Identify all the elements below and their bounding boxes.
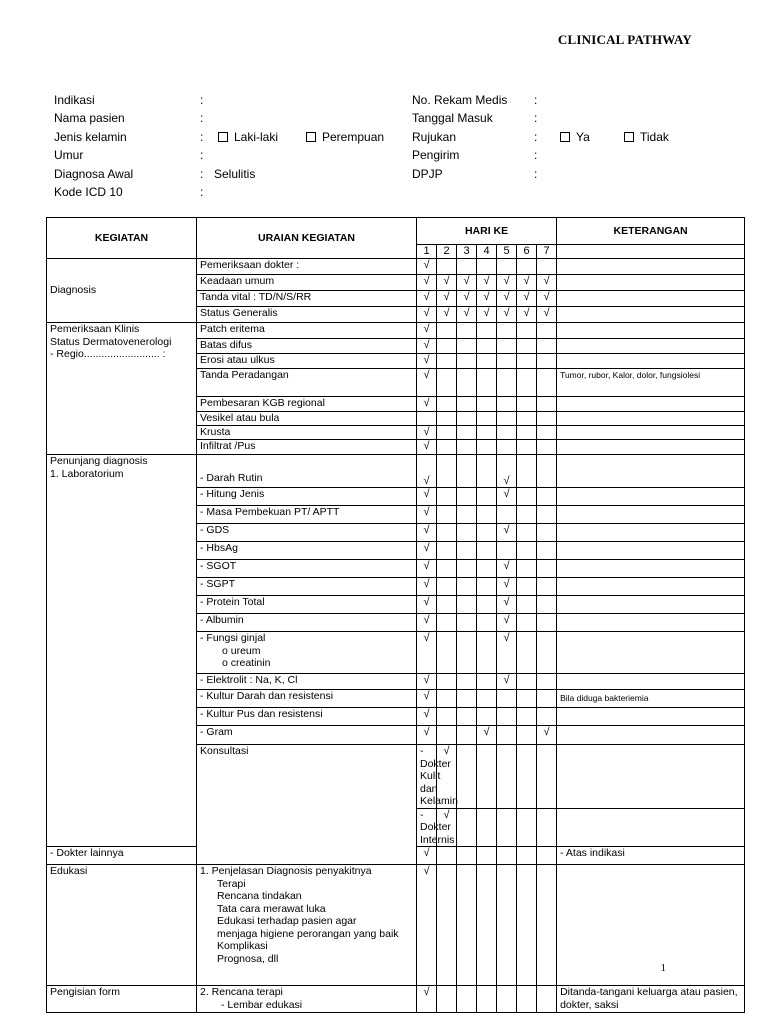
field-umur: Umur :	[54, 148, 204, 163]
table-row: Pemeriksaan Klinis Status Dermatovenerologi - Regio.......................... : Patch eritema √	[47, 323, 745, 339]
field-kode-icd: Kode ICD 10 :	[54, 184, 204, 199]
table-row: - Dokter lainnya √ - Atas indikasi	[47, 847, 745, 865]
check-mark: √	[497, 291, 517, 307]
table-row: - SGPT √ √	[47, 578, 745, 596]
day-header: 5	[497, 245, 517, 259]
table-row: - Fungsi ginjal o ureum o creatinin √ √	[47, 632, 745, 674]
clinical-pathway-table	[46, 217, 745, 1013]
check-mark: √	[417, 354, 437, 369]
check-mark: √	[497, 524, 517, 542]
table-row: - GDS √ √	[47, 524, 745, 542]
check-mark: √	[457, 307, 477, 323]
field-nama-pasien: Nama pasien :	[54, 111, 204, 126]
table-row: - Kultur Darah dan resistensi √ Bila diduga bakteriemia	[47, 690, 745, 708]
check-mark: √	[537, 291, 557, 307]
table-row: Konsultasi - Dokter Kulit dan Kelamin √	[47, 745, 745, 809]
table-row: - Kultur Pus dan resistensi √	[47, 708, 745, 726]
check-mark: √	[417, 865, 437, 986]
check-mark: √	[497, 578, 517, 596]
check-mark: √	[437, 291, 457, 307]
keterangan-pengisian: Ditanda-tangani keluarga atau pasien, dokter, saksi	[557, 986, 745, 1013]
check-mark: √	[497, 488, 517, 506]
table-row: Pengisian form 2. Rencana terapi - Lembar edukasi √ Ditanda-tangani keluarga atau pasien, dokter, saksi	[47, 986, 745, 1013]
table-row: Tanda Peradangan √ Tumor, rubor, Kalor, dolor, fungsiolesi	[47, 369, 745, 397]
field-jenis-kelamin: Jenis kelamin : Laki-laki Perempuan	[54, 128, 394, 146]
check-mark: √	[417, 506, 437, 524]
field-rujukan: Rujukan : Ya Tidak	[412, 128, 712, 146]
check-mark: √	[477, 726, 497, 745]
day-header: 6	[517, 245, 537, 259]
check-mark: √	[517, 291, 537, 307]
patient-info-left	[54, 91, 394, 201]
field-pengirim: Pengirim :	[412, 148, 538, 163]
check-mark: √	[437, 275, 457, 291]
field-no-rekam-medis: No. Rekam Medis :	[412, 93, 538, 107]
table-row: Batas difus √	[47, 339, 745, 354]
check-mark: √	[497, 614, 517, 632]
col-header-hari-ke: HARI KE	[417, 218, 557, 245]
check-mark: √	[497, 596, 517, 614]
check-mark: √	[417, 708, 437, 726]
table-row: Infiltrat /Pus √	[47, 440, 745, 455]
check-mark: √	[497, 632, 517, 674]
check-mark: √	[417, 488, 437, 506]
checkbox-icon[interactable]	[218, 132, 228, 142]
document-title: CLINICAL PATHWAY	[557, 32, 692, 47]
col-header-uraian: URAIAN KEGIATAN	[197, 218, 417, 259]
check-mark: √	[437, 307, 457, 323]
check-mark: √	[417, 726, 437, 745]
check-mark: √	[417, 291, 437, 307]
table-row: - SGOT √ √	[47, 560, 745, 578]
group-edukasi: Edukasi	[47, 865, 197, 986]
check-mark: √	[417, 578, 437, 596]
ya-option[interactable]: Ya	[560, 128, 590, 146]
check-mark: √	[417, 339, 437, 354]
table-row: Keadaan umum √ √ √ √ √ √ √	[47, 275, 745, 291]
table-row: Krusta √	[47, 426, 745, 440]
perempuan-option[interactable]: Perempuan	[306, 128, 384, 146]
check-mark: √	[417, 259, 437, 275]
table-row: Vesikel atau bula	[47, 412, 745, 426]
table-row: - Masa Pembekuan PT/ APTT √	[47, 506, 745, 524]
check-mark: √	[537, 307, 557, 323]
check-mark: √	[417, 596, 437, 614]
check-mark: √	[417, 275, 437, 291]
table-row: Penunjang diagnosis 1. Laboratorium - Darah Rutin √ √	[47, 455, 745, 488]
check-mark: √	[417, 440, 437, 455]
check-mark: √	[497, 674, 517, 690]
check-mark: √	[417, 369, 437, 397]
check-mark: √	[537, 726, 557, 745]
check-mark: √	[417, 690, 437, 708]
checkbox-icon[interactable]	[560, 132, 570, 142]
checkbox-icon[interactable]	[624, 132, 634, 142]
check-mark: √	[517, 307, 537, 323]
table-row: Status Generalis √ √ √ √ √ √ √	[47, 307, 745, 323]
table-row: Erosi atau ulkus √	[47, 354, 745, 369]
group-pengisian-form: Pengisian form	[47, 986, 197, 1013]
check-mark: √	[417, 455, 437, 488]
table-row: - Elektrolit : Na, K, Cl √ √	[47, 674, 745, 690]
table-row: - Dokter Internis √	[47, 808, 745, 847]
check-mark: √	[437, 808, 457, 847]
check-mark: √	[417, 986, 437, 1013]
check-mark: √	[497, 275, 517, 291]
check-mark: √	[417, 614, 437, 632]
table-row: - Gram √ √ √	[47, 726, 745, 745]
field-diagnosa-awal: Diagnosa Awal : Selulitis	[54, 166, 256, 181]
check-mark: √	[417, 323, 437, 339]
check-mark: √	[517, 275, 537, 291]
check-mark: √	[417, 307, 437, 323]
day-header: 2	[437, 245, 457, 259]
check-mark: √	[457, 275, 477, 291]
field-indikasi: Indikasi :	[54, 93, 204, 107]
check-mark: √	[457, 291, 477, 307]
page-number: 1	[660, 962, 666, 974]
check-mark: √	[417, 524, 437, 542]
check-mark: √	[417, 542, 437, 560]
keterangan-kultur-darah: Bila diduga bakteriemia	[557, 690, 745, 708]
table-row: - Albumin √ √	[47, 614, 745, 632]
table-row: - Protein Total √ √	[47, 596, 745, 614]
keterangan-tanda-peradangan: Tumor, rubor, Kalor, dolor, fungsiolesi	[557, 369, 745, 397]
day-header: 1	[417, 245, 437, 259]
table-row: Diagnosis Pemeriksaan dokter : √	[47, 259, 745, 275]
group-konsultasi: Konsultasi	[197, 745, 417, 865]
keterangan-dokter-lainnya: - Atas indikasi	[557, 847, 745, 865]
col-header-kegiatan: KEGIATAN	[47, 218, 197, 259]
table-row: Tanda vital : TD/N/S/RR √ √ √ √ √ √ √	[47, 291, 745, 307]
group-diagnosis: Diagnosis	[47, 259, 197, 323]
table-row: Edukasi 1. Penjelasan Diagnosis penyakitnya Terapi Rencana tindakan Tata cara merawat luka Edukasi terhadap pasien agar menjaga higiene perorangan yang baik Komplikasi Prognosa, dll √	[47, 865, 745, 986]
check-mark: √	[417, 847, 437, 865]
check-mark: √	[417, 560, 437, 578]
group-pemeriksaan-klinis: Pemeriksaan Klinis Status Dermatovenerologi - Regio.......................... :	[47, 323, 197, 455]
day-header: 3	[457, 245, 477, 259]
field-dpjp: DPJP :	[412, 166, 538, 181]
check-mark: √	[477, 307, 497, 323]
check-mark: √	[477, 291, 497, 307]
checkbox-icon[interactable]	[306, 132, 316, 142]
col-header-keterangan: KETERANGAN	[557, 218, 745, 245]
check-mark: √	[497, 307, 517, 323]
check-mark: √	[437, 745, 457, 809]
group-penunjang: Penunjang diagnosis 1. Laboratorium	[47, 455, 197, 847]
check-mark: √	[417, 426, 437, 440]
check-mark: √	[477, 275, 497, 291]
patient-info-right	[412, 91, 712, 183]
day-header: 4	[477, 245, 497, 259]
check-mark: √	[537, 275, 557, 291]
check-mark: √	[417, 397, 437, 412]
table-row: - Hitung Jenis √ √	[47, 488, 745, 506]
tidak-option[interactable]: Tidak	[624, 128, 669, 146]
field-tanggal-masuk: Tanggal Masuk :	[412, 111, 538, 126]
check-mark: √	[417, 632, 437, 674]
table-row: Pembesaran KGB regional √	[47, 397, 745, 412]
laki-laki-option[interactable]: Laki-laki	[218, 128, 278, 146]
check-mark: √	[497, 455, 517, 488]
check-mark: √	[497, 560, 517, 578]
check-mark: √	[417, 674, 437, 690]
day-header: 7	[537, 245, 557, 259]
table-row: - HbsAg √	[47, 542, 745, 560]
